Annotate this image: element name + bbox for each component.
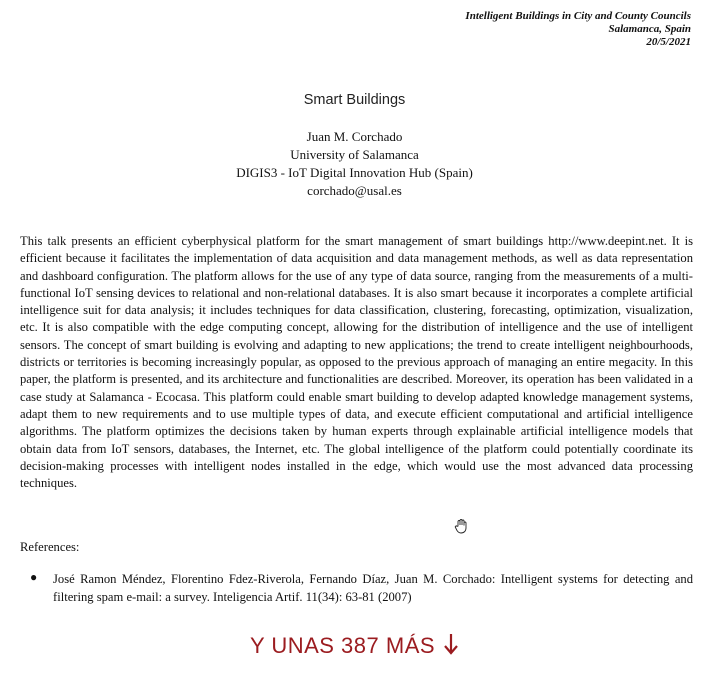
more-banner[interactable] [0,632,709,662]
references-heading: References: [20,540,80,554]
hand-cursor-icon [453,518,469,534]
bullet-icon: ● [30,570,38,584]
author-name: Juan M. Corchado [306,129,403,144]
author-affiliation: University of Salamanca [290,147,419,162]
event-name: Intelligent Buildings in City and County Councils [465,10,691,22]
event-date: 20/5/2021 [646,36,691,48]
author-block [0,128,709,200]
abstract-text: This talk presents an efficient cyberphysical platform for the smart management of smart buildings http://www.deepint.net. It is efficient because it facilitates the implementation of data acquisition and data management methods, as well as data representation and dashboard configuration. The platform allows for the use of any type of data source, ranging from the measurements of a multi-functional IoT sensing devices to relational and non-relational databases. It is also smart because it incorporates a complete artificial intelligence suit for data analysis; it includes techniques for data classification, clustering, forecasting, optimization, visualization, etc. It is also compatible with the edge computing concept, allowing for the distribution of intelligence and the use of intelligent sensors. The concept of smart building is evolving and adapting to new applications; the trend to create intelligent neighbourhoods, districts or territories is becoming increasingly popular, as opposed to the previous approach of managing an entire megacity. In this paper, the platform is presented, and its architecture and functionalities are described. Moreover, its operation has been validated in a case study at Salamanca - Ecocasa. This platform could enable smart building to develop adapted knowledge management systems, adapt them to new requirements and to use multiple types of data, and execute efficient computational and artificial intelligence algorithms. The platform optimizes the decisions taken by human experts through explainable artificial intelligence models that obtain data from IoT sensors, databases, the Internet, etc. The global intelligence of the platform could potentially coordinate its decision-making processes with intelligent nodes installed in the edge, which would use the most advanced data processing techniques. [20,234,693,491]
arrow-down-icon[interactable] [443,632,459,662]
reference-text: José Ramon Méndez, Florentino Fdez-Riverola, Fernando Díaz, Juan M. Corchado: Intelligent systems for detecting and filtering spam e-mail: a survey. Inteligencia Artif. 11(34): 63-81 (2007) [53,572,693,604]
paper-title: Smart Buildings [303,92,406,108]
event-location: Salamanca, Spain [608,23,691,35]
more-banner-text[interactable]: Y UNAS 387 MÁS [249,632,436,658]
author-hub: DIGIS3 - IoT Digital Innovation Hub (Spain) [236,165,473,180]
author-email: corchado@usal.es [307,183,402,198]
event-header [465,10,691,49]
